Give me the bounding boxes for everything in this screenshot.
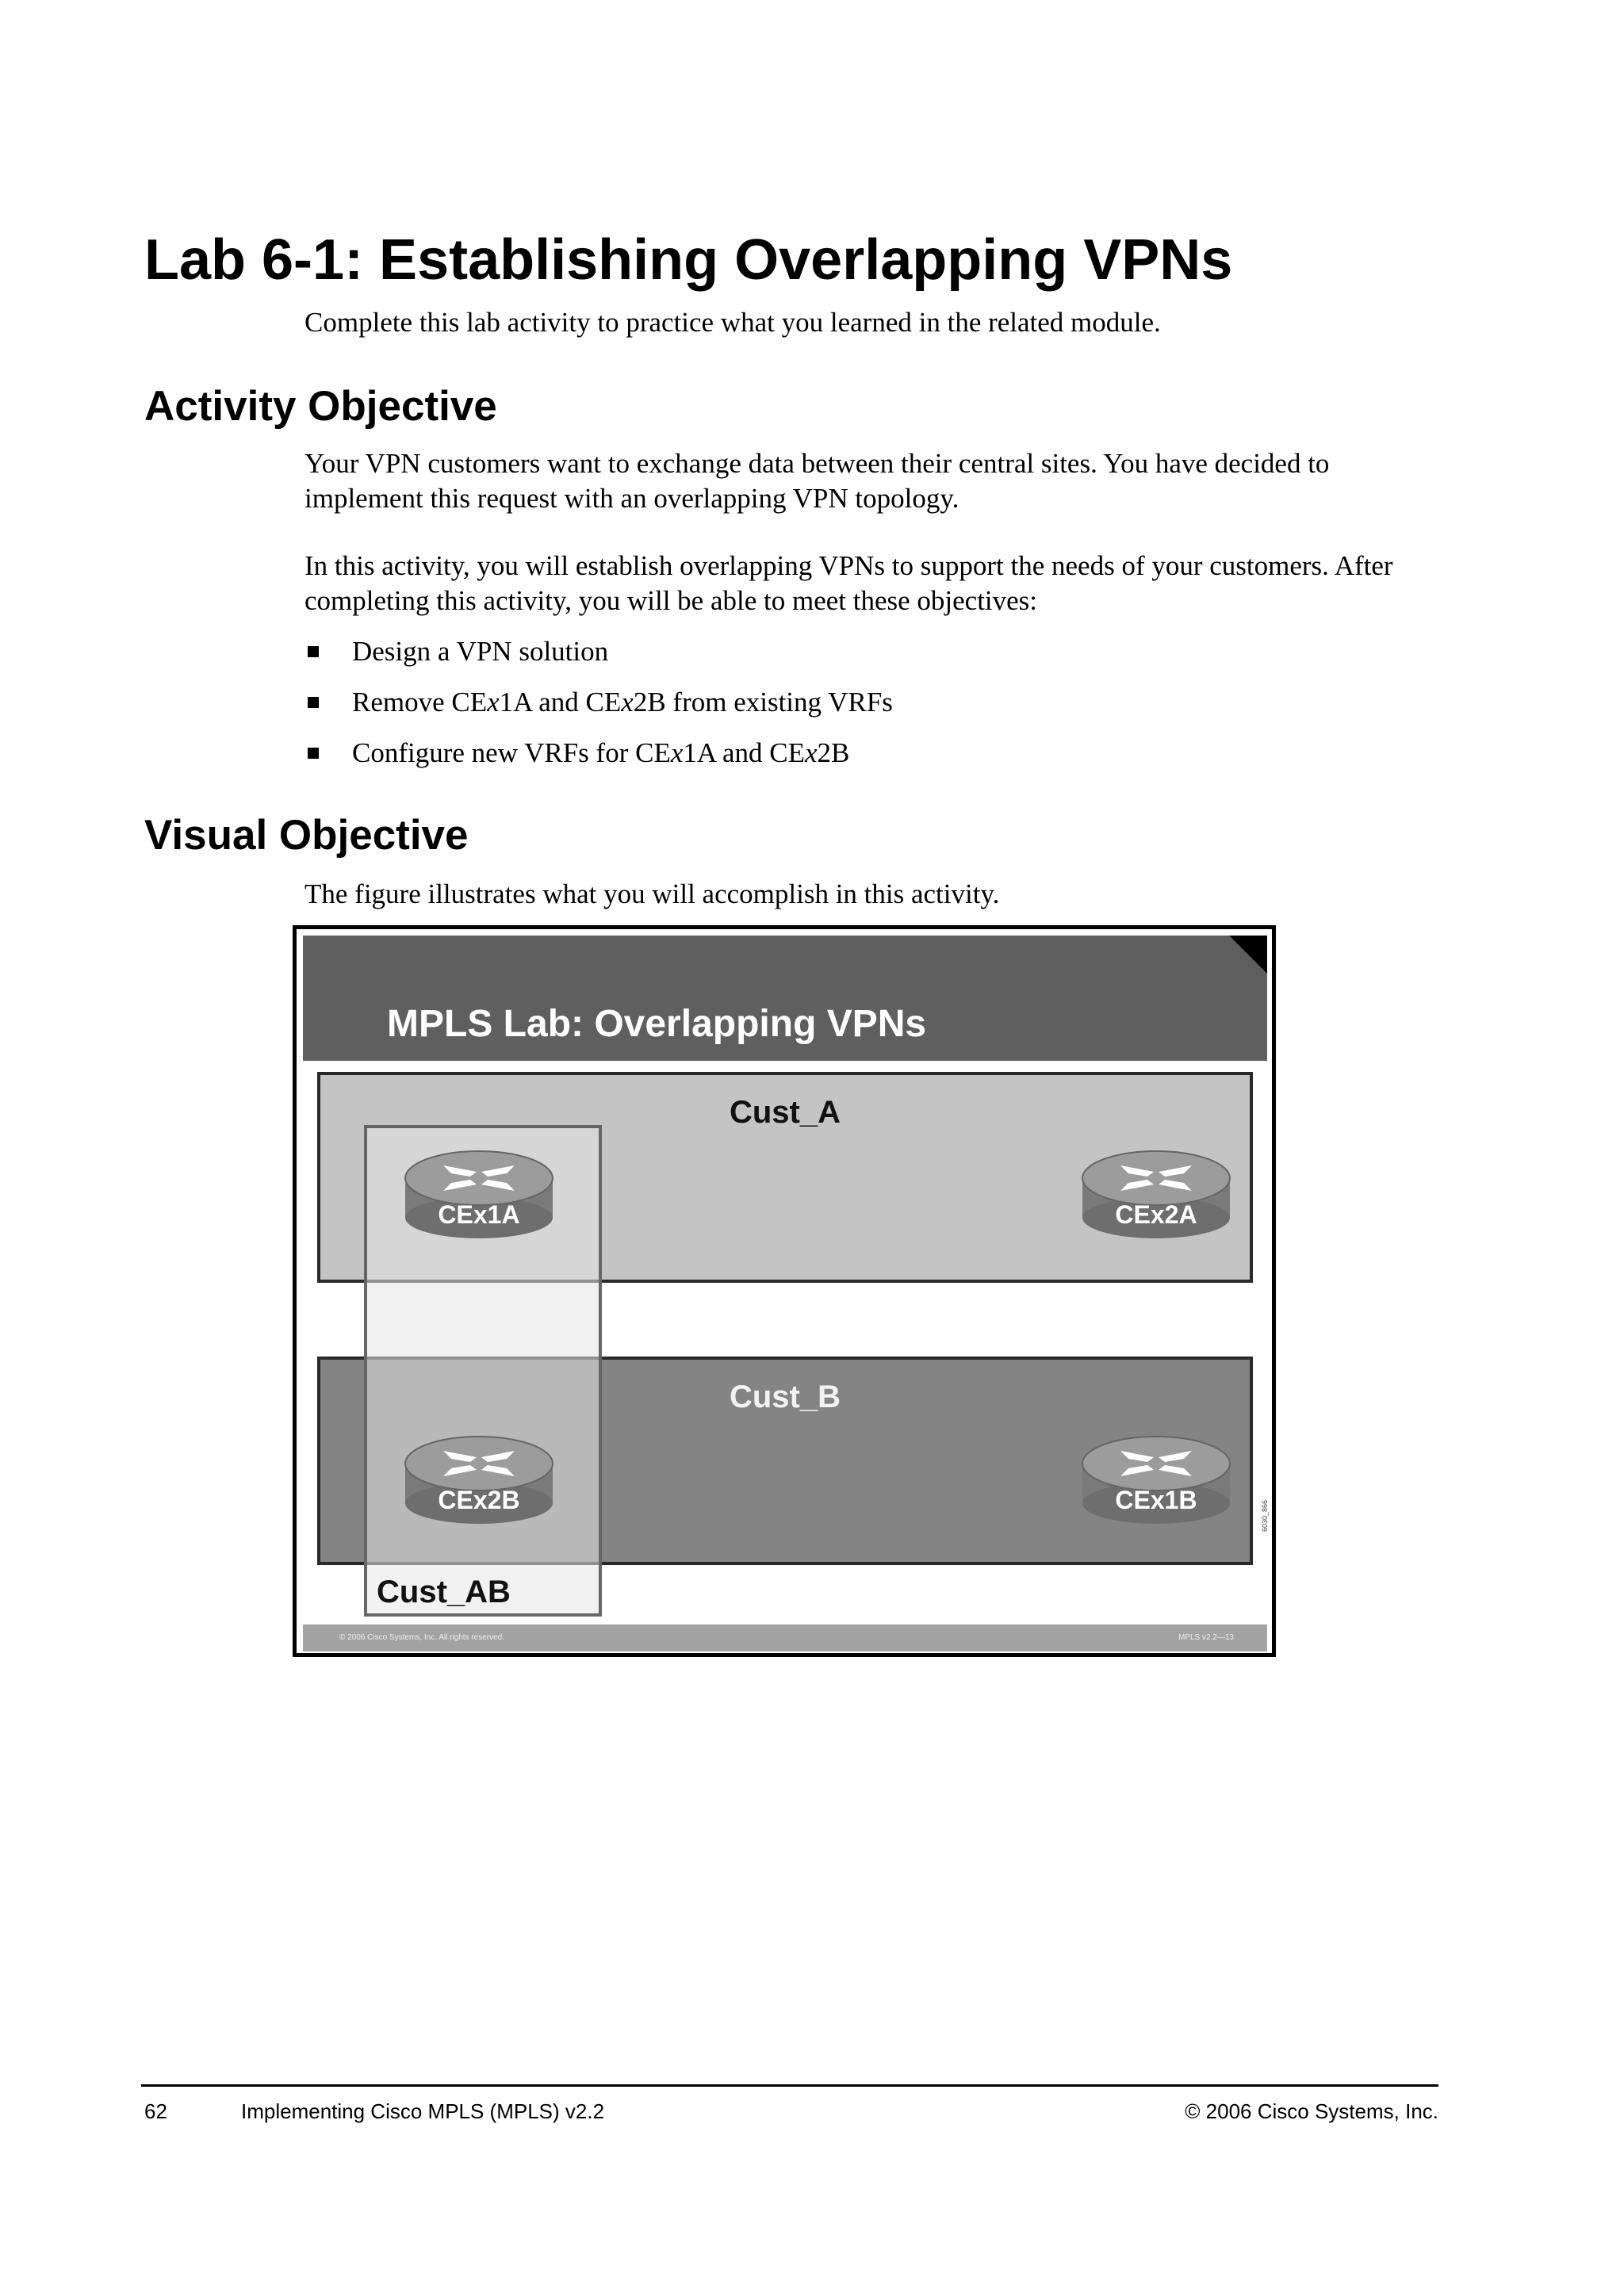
router-cex2a — [1081, 1148, 1231, 1240]
activity-objective-para-1: Your VPN customers want to exchange data between their central sites. You have decided to implement this request with an overlapping VPN topology. — [304, 448, 1330, 514]
cust-b-label: Cust_B — [729, 1380, 841, 1414]
visual-objective-para: The figure illustrates what you will accomplish in this activity. — [304, 878, 1000, 909]
bullet-square-icon — [308, 646, 319, 657]
footer-book-title: Implementing Cisco MPLS (MPLS) v2.2 — [241, 2099, 605, 2123]
bullet-square-icon — [308, 697, 319, 708]
bullet-text: Remove CEx1A and CEx2B from existing VRFs — [352, 687, 893, 718]
figure-copyright: © 2006 Cisco Systems, Inc. All rights reserved. — [339, 1633, 505, 1642]
router-label-cex1a: CEx1A — [438, 1200, 520, 1229]
activity-objective-para-2: In this activity, you will establish overlapping VPNs to support the needs of your customers. After completing this activity, you will be able to meet these objectives: — [304, 550, 1393, 616]
intro-text: Complete this lab activity to practice what you learned in the related module. — [304, 307, 1161, 338]
router-label-cex2a: CEx2A — [1115, 1200, 1197, 1229]
bullet-text: Design a VPN solution — [352, 636, 609, 667]
router-cex2b — [404, 1433, 554, 1525]
page-title: Lab 6-1: Establishing Overlapping VPNs — [144, 228, 1233, 292]
visual-objective-heading: Visual Objective — [144, 812, 469, 859]
bullet-square-icon — [308, 748, 319, 759]
cust-ab-label: Cust_AB — [377, 1575, 511, 1609]
figure-footer-bar — [303, 1624, 1267, 1651]
cust-a-label: Cust_A — [729, 1095, 841, 1130]
figure-code: 6030_866 — [1261, 1499, 1269, 1532]
router-label-cex2b: CEx2B — [438, 1486, 520, 1514]
footer-rule — [141, 2084, 1438, 2087]
router-cex1a — [404, 1148, 554, 1240]
vpn-figure — [293, 925, 1276, 1657]
figure-header — [303, 936, 1267, 1061]
page-number: 62 — [144, 2099, 167, 2123]
corner-mark-icon — [1229, 936, 1267, 974]
figure-version: MPLS v2.2—13 — [1178, 1633, 1234, 1642]
bullet-text: Configure new VRFs for CEx1A and CEx2B — [352, 737, 850, 768]
footer-copyright: © 2006 Cisco Systems, Inc. — [1185, 2099, 1438, 2123]
router-label-cex1b: CEx1B — [1115, 1486, 1197, 1514]
figure-title: MPLS Lab: Overlapping VPNs — [387, 1003, 927, 1045]
router-cex1b — [1081, 1433, 1231, 1525]
activity-objective-heading: Activity Objective — [144, 383, 497, 430]
